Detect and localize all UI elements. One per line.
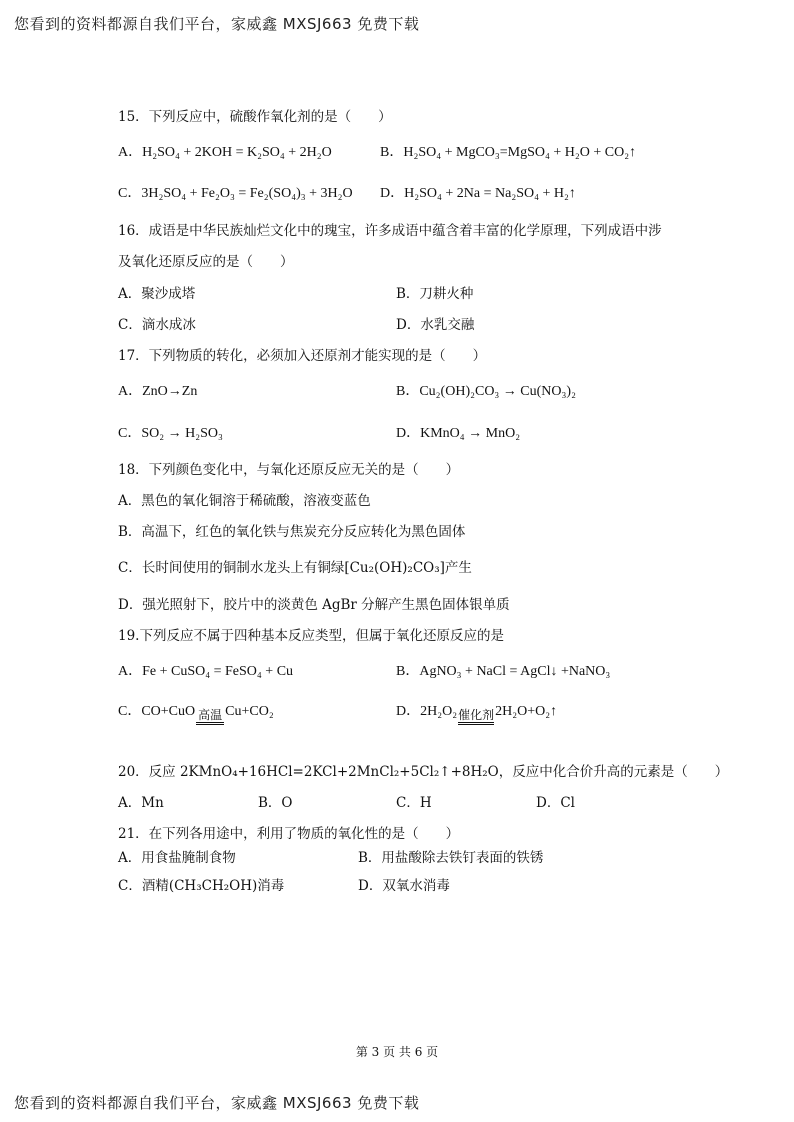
- question-16-stem-continued: 及氧化还原反应的是（ ）: [118, 254, 294, 270]
- question-20-option-a: A．Mn: [118, 795, 164, 811]
- question-17-option-c: C．SO₂ → H₂SO₃: [118, 426, 223, 441]
- condition-high-temp: 高温: [198, 708, 223, 722]
- option-d-reactants: D．2H₂O₂: [396, 704, 458, 719]
- question-20-option-b: B．O: [258, 795, 293, 811]
- question-19-option-d: [396, 700, 557, 725]
- question-17-option-d: D．KMnO₄ → MnO₂: [396, 426, 521, 441]
- option-c-reactants: C．CO+CuO: [118, 704, 196, 719]
- question-21-stem: 21．在下列各用途中，利用了物质的氧化性的是（ ）: [118, 826, 460, 842]
- reaction-condition-arrow: [458, 709, 494, 725]
- question-19-option-b: B．AgNO₃ + NaCl = AgCl↓ +NaNO₃: [396, 664, 611, 679]
- question-16-option-a: A．聚沙成塔: [118, 286, 196, 302]
- question-21-option-c: C．酒精(CH₃CH₂OH)消毒: [118, 878, 285, 894]
- question-16-option-b: B．刀耕火种: [396, 286, 474, 302]
- question-18-option-d: D．强光照射下，胶片中的淡黄色 AgBr 分解产生黑色固体银单质: [118, 597, 510, 613]
- question-18-option-b: B．高温下，红色的氧化铁与焦炭充分反应转化为黑色固体: [118, 524, 466, 540]
- question-20-option-d: D．Cl: [536, 795, 575, 811]
- question-20-option-c: C．H: [396, 795, 432, 811]
- double-bar: [196, 722, 224, 725]
- question-17-option-b: B．Cu₂(OH)₂CO₃ → Cu(NO₃)₂: [396, 384, 576, 399]
- question-19-stem: 19.下列反应不属于四种基本反应类型，但属于氧化还原反应的是: [118, 628, 504, 644]
- question-16-option-c: C．滴水成冰: [118, 317, 196, 333]
- page-number-footer: 第 3 页 共 6 页: [355, 1045, 439, 1059]
- question-15-option-d: D．H₂SO₄ + 2Na = Na₂SO₄ + H₂↑: [380, 186, 576, 201]
- question-17-stem: 17．下列物质的转化，必须加入还原剂才能实现的是（ ）: [118, 348, 487, 364]
- question-18-option-c: C．长时间使用的铜制水龙头上有铜绿[Cu₂(OH)₂CO₃]产生: [118, 560, 472, 576]
- question-19-option-a: A．Fe + CuSO₄ = FeSO₄ + Cu: [118, 664, 294, 679]
- question-16-stem: 16．成语是中华民族灿烂文化中的瑰宝，许多成语中蕴含着丰富的化学原理，下列成语中涉: [118, 223, 662, 239]
- option-d-products: 2H₂O+O₂↑: [495, 704, 558, 719]
- watermark-banner-bottom: 您看到的资料都源自我们平台，家威鑫 MXSJ663 免费下载: [14, 1094, 420, 1112]
- double-bar: [458, 722, 494, 725]
- question-21-option-a: A．用食盐腌制食物: [118, 850, 236, 866]
- question-15-option-b: B．H₂SO₄ + MgCO₃=MgSO₄ + H₂O + CO₂↑: [380, 145, 637, 160]
- question-17-option-a: A．ZnO→Zn: [118, 384, 198, 399]
- question-15-option-a: A．H₂SO₄ + 2KOH = K₂SO₄ + 2H₂O: [118, 145, 332, 160]
- question-18-option-a: A．黑色的氧化铜溶于稀硫酸，溶液变蓝色: [118, 493, 371, 509]
- question-20-stem: 20．反应 2KMnO₄+16HCl=2KCl+2MnCl₂+5Cl₂↑+8H₂O，反应中化合价升高的元素是（ ）: [118, 764, 729, 780]
- question-19-option-c: [118, 700, 274, 725]
- condition-catalyst: 催化剂: [458, 708, 495, 722]
- question-15-stem: 15．下列反应中，硫酸作氧化剂的是（ ）: [118, 109, 392, 125]
- question-21-option-b: B．用盐酸除去铁钉表面的铁锈: [358, 850, 544, 866]
- question-16-option-d: D．水乳交融: [396, 317, 475, 333]
- reaction-condition-arrow: [196, 709, 224, 725]
- question-18-stem: 18．下列颜色变化中，与氧化还原反应无关的是（ ）: [118, 462, 460, 478]
- question-21-option-d: D．双氧水消毒: [358, 878, 450, 894]
- watermark-banner-top: 您看到的资料都源自我们平台，家威鑫 MXSJ663 免费下载: [14, 15, 420, 33]
- question-15-option-c: C．3H₂SO₄ + Fe₂O₃ = Fe₂(SO₄)₃ + 3H₂O: [118, 186, 353, 201]
- option-c-products: Cu+CO₂: [225, 704, 274, 719]
